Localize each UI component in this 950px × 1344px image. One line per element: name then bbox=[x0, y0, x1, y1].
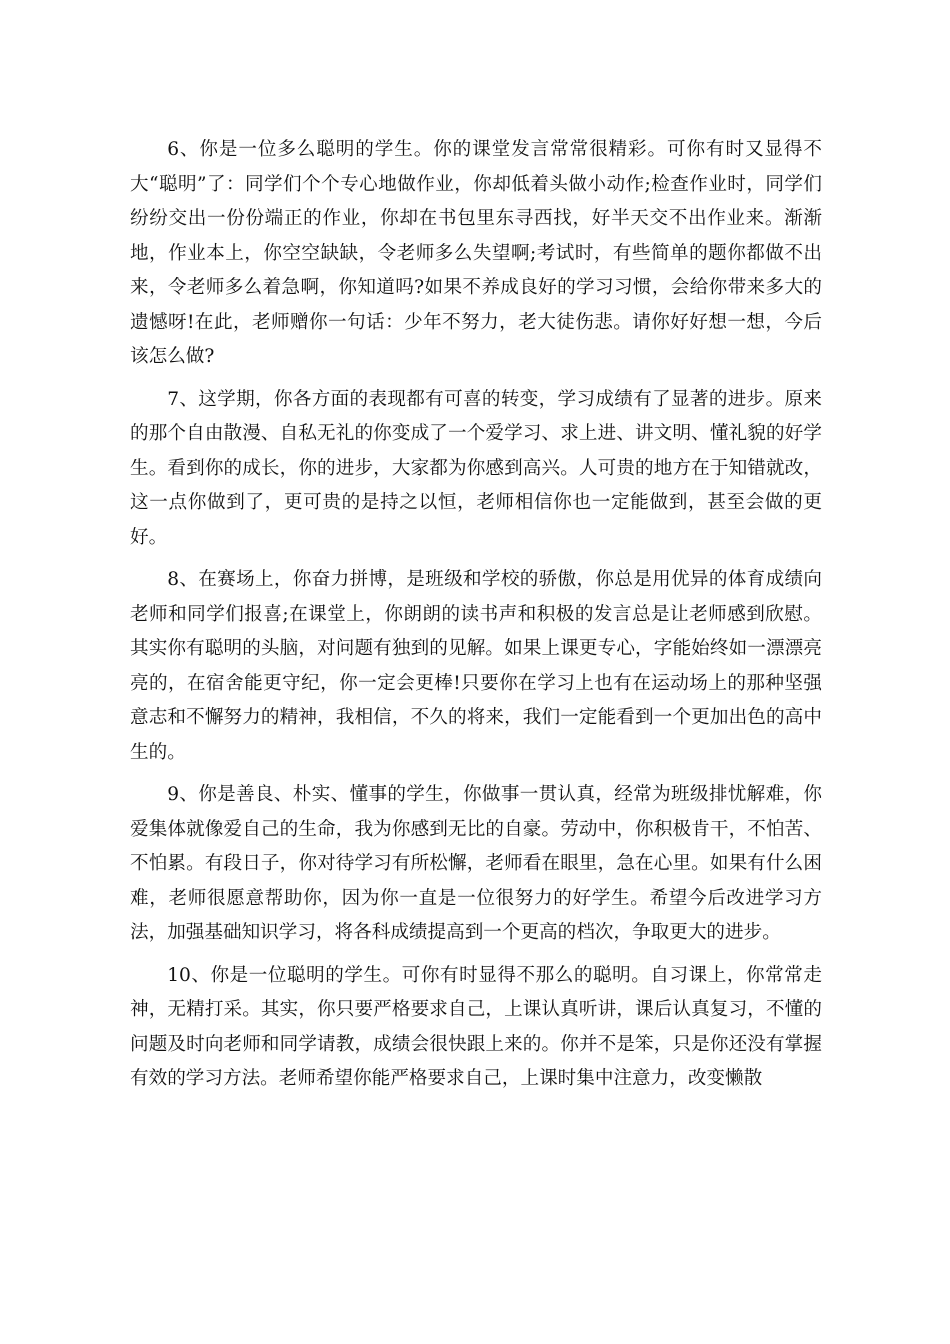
document-body bbox=[130, 133, 822, 1105]
comment-paragraph-7: 7、这学期，你各方面的表现都有可喜的转变，学习成绩有了显著的进步。原来的那个自由散漫、自私无礼的你变成了一个爱学习、求上进、讲文明、懂礼貌的好学生。看到你的成长，你的进步，大家都为你感到高兴。人可贵的地方在于知错就改，这一点你做到了，更可贵的是持之以恒，老师相信你也一定能做到，甚至会做的更好。 bbox=[130, 388, 822, 548]
comment-paragraph-10: 10、你是一位聪明的学生。可你有时显得不那么的聪明。自习课上，你常常走神，无精打采。其实，你只要严格要求自己，上课认真听讲，课后认真复习，不懂的问题及时向老师和同学请教，成绩会很快跟上来的。你并不是笨，只是你还没有掌握有效的学习方法。老师希望你能严格要求自己，上课时集中注意力，改变懒散 bbox=[130, 964, 822, 1089]
comment-paragraph-8: 8、在赛场上，你奋力拼博，是班级和学校的骄傲，你总是用优异的体育成绩向老师和同学们报喜;在课堂上，你朗朗的读书声和积极的发言总是让老师感到欣慰。其实你有聪明的头脑，对问题有独到的见解。如果上课更专心，字能始终如一漂漂亮亮的，在宿舍能更守纪，你一定会更棒!只要你在学习上也有在运动场上的那种坚强意志和不懈努力的精神，我相信，不久的将来，我们一定能看到一个更加出色的高中生的。 bbox=[130, 569, 822, 763]
comment-paragraph-9: 9、你是善良、朴实、懂事的学生，你做事一贯认真，经常为班级排忧解难，你爱集体就像爱自己的生命，我为你感到无比的自豪。劳动中，你积极肯干，不怕苦、不怕累。有段日子，你对待学习有所松懈，老师看在眼里，急在心里。如果有什么困难，老师很愿意帮助你，因为你一直是一位很努力的好学生。希望今后改进学习方法，加强基础知识学习，将各科成绩提高到一个更高的档次，争取更大的进步。 bbox=[130, 784, 822, 943]
comment-paragraph-6: 6、你是一位多么聪明的学生。你的课堂发言常常很精彩。可你有时又显得不大“聪明”了：同学们个个专心地做作业，你却低着头做小动作;检查作业时，同学们纷纷交出一份份端正的作业，你却在书包里东寻西找，好半天交不出作业来。渐渐地，作业本上，你空空缺缺，令老师多么失望啊;考试时，有些简单的题你都做不出来，令老师多么着急啊，你知道吗?如果不养成良好的学习习惯，会给你带来多大的遗憾呀!在此，老师赠你一句话：少年不努力，老大徒伤悲。请你好好想一想，今后该怎么做? bbox=[130, 139, 822, 367]
